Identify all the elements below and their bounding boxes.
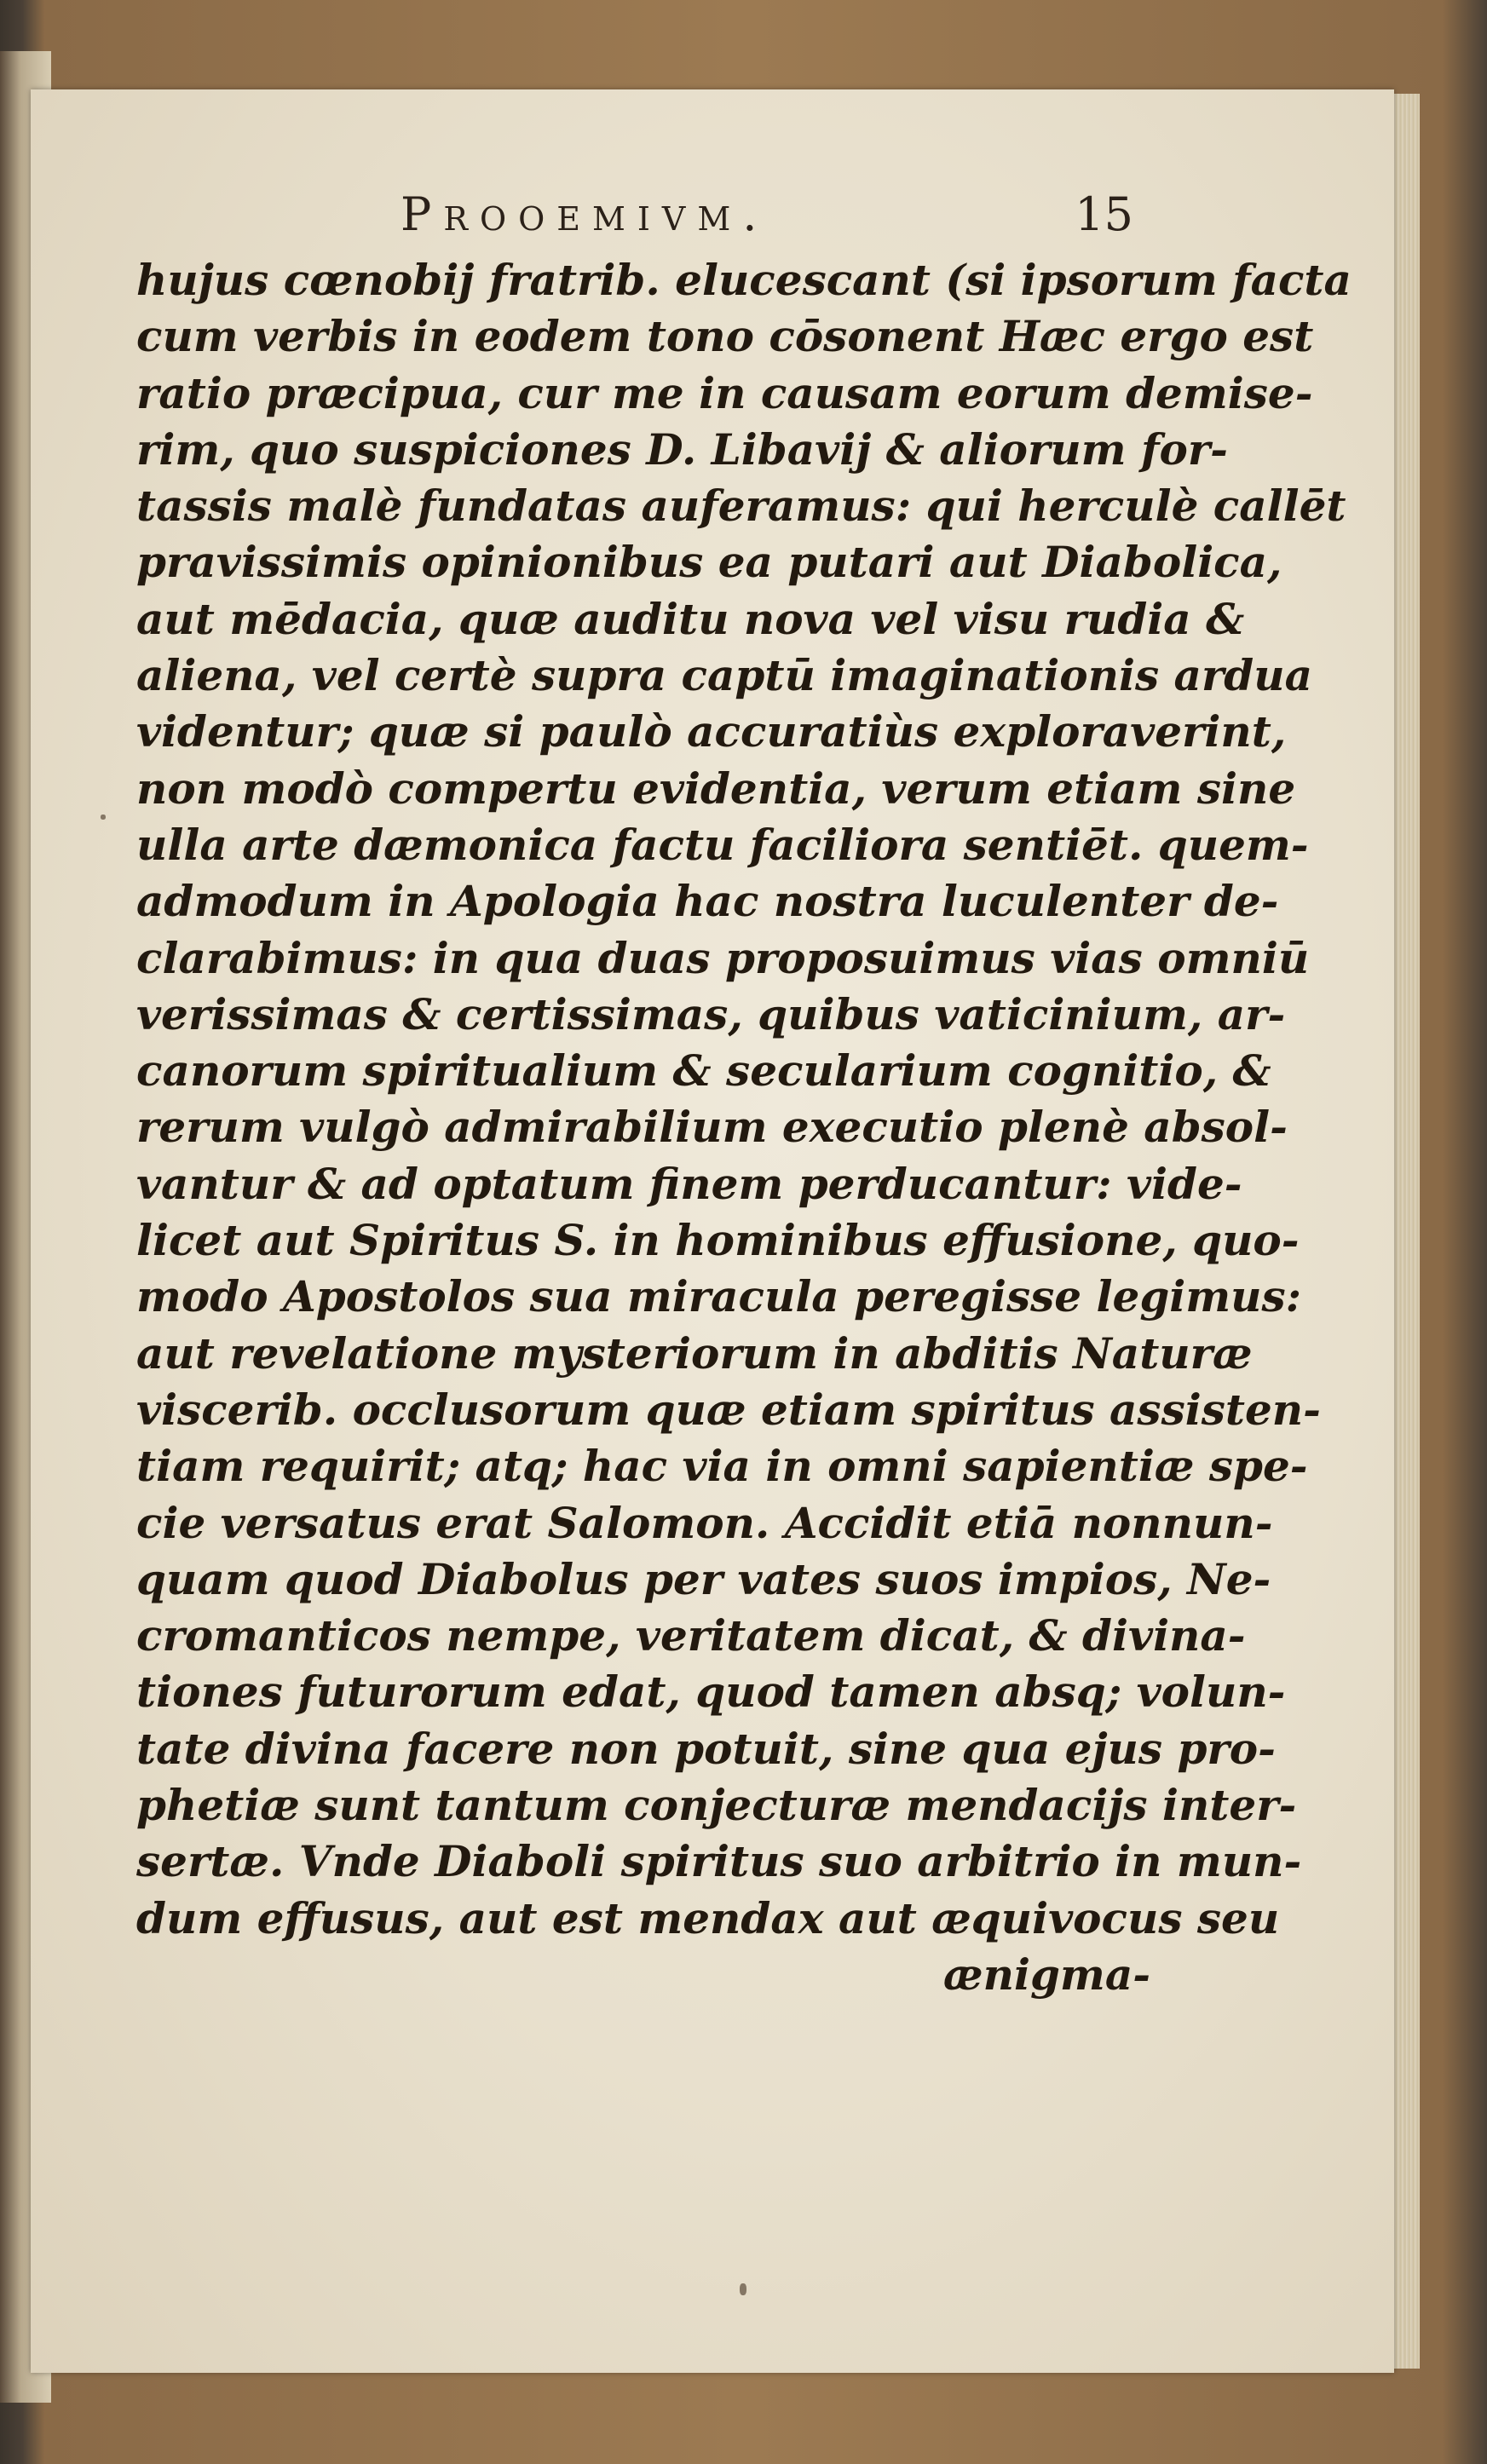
text-line: admodum in Apologia hac nostra luculenter de-: [136, 876, 1279, 927]
text-line: clarabimus: in qua duas proposuimus vias omniū: [136, 932, 1310, 983]
text-line: tate divina facere non potuit, sine qua ejus pro-: [136, 1723, 1276, 1774]
text-line: verissimas & certissimas, quibus vaticinium, ar-: [136, 988, 1286, 1039]
text-line: aut mēdacia, quæ auditu nova vel visu rudia &: [136, 593, 1245, 644]
text-line: aliena, vel certè supra captū imaginationis ardua: [136, 650, 1313, 701]
text-line: dum effusus, aut est mendax aut æquivocus seu: [136, 1892, 1280, 1943]
text-line: quam quod Diabolus per vates suos impios, Ne-: [136, 1553, 1271, 1604]
text-line: pravissimis opinionibus ea putari aut Diabolica,: [136, 537, 1282, 588]
text-line: hujus cœnobij fratrib. elucescant (si ipsorum facta: [136, 255, 1352, 305]
text-line: sertæ. Vnde Diaboli spiritus suo arbitrio in mun-: [136, 1836, 1302, 1887]
text-line: ratio præcipua, cur me in causam eorum demise-: [136, 367, 1313, 418]
text-line: licet aut Spiritus S. in hominibus effusione, quo-: [136, 1215, 1300, 1266]
text-line: videntur; quæ si paulò accuratiùs exploraverint,: [136, 706, 1287, 757]
text-line: non modò compertu evidentia, verum etiam sine: [136, 763, 1296, 814]
paper-speck: [740, 2283, 746, 2295]
text-line: vantur & ad optatum finem perducantur: vide-: [136, 1158, 1242, 1209]
text-line: modo Apostolos sua miracula peregisse legimus:: [136, 1271, 1302, 1322]
paper-speck: [101, 815, 106, 820]
text-line: rerum vulgò admirabilium executio plenè absol-: [136, 1102, 1288, 1153]
body-text: [136, 252, 1352, 2003]
text-line: cie versatus erat Salomon. Accidit etiā nonnun-: [136, 1497, 1273, 1548]
text-line: tiones futurorum edat, quod tamen absq; volun-: [136, 1667, 1286, 1718]
text-line: tiam requirit; atq; hac via in omni sapientiæ spe-: [136, 1441, 1308, 1492]
text-line: viscerib. occlusorum quæ etiam spiritus assisten-: [136, 1384, 1321, 1435]
page-number: 15: [1075, 187, 1133, 241]
running-title: Prooemivm.: [401, 187, 769, 241]
text-line: cum verbis in eodem tono cōsonent Hæc ergo est: [136, 311, 1314, 362]
text-line: cromanticos nempe, veritatem dicat, & divina-: [136, 1610, 1246, 1661]
text-line: tassis malè fundatas auferamus: qui herculè callēt: [136, 481, 1346, 532]
text-line: aut revelatione mysteriorum in abditis Naturæ: [136, 1327, 1253, 1379]
running-header: [401, 187, 1133, 247]
text-line: rim, quo suspiciones D. Libavij & aliorum for-: [136, 423, 1228, 475]
text-line: phetiæ sunt tantum conjecturæ mendacijs inter-: [136, 1780, 1297, 1831]
catchword: ænigma-: [943, 1949, 1150, 2000]
text-line: ulla arte dæmonica factu faciliora sentiēt. quem-: [136, 819, 1309, 870]
text-line: canorum spiritualium & secularium cognitio, &: [136, 1045, 1271, 1097]
page-edges: [1394, 94, 1420, 2369]
